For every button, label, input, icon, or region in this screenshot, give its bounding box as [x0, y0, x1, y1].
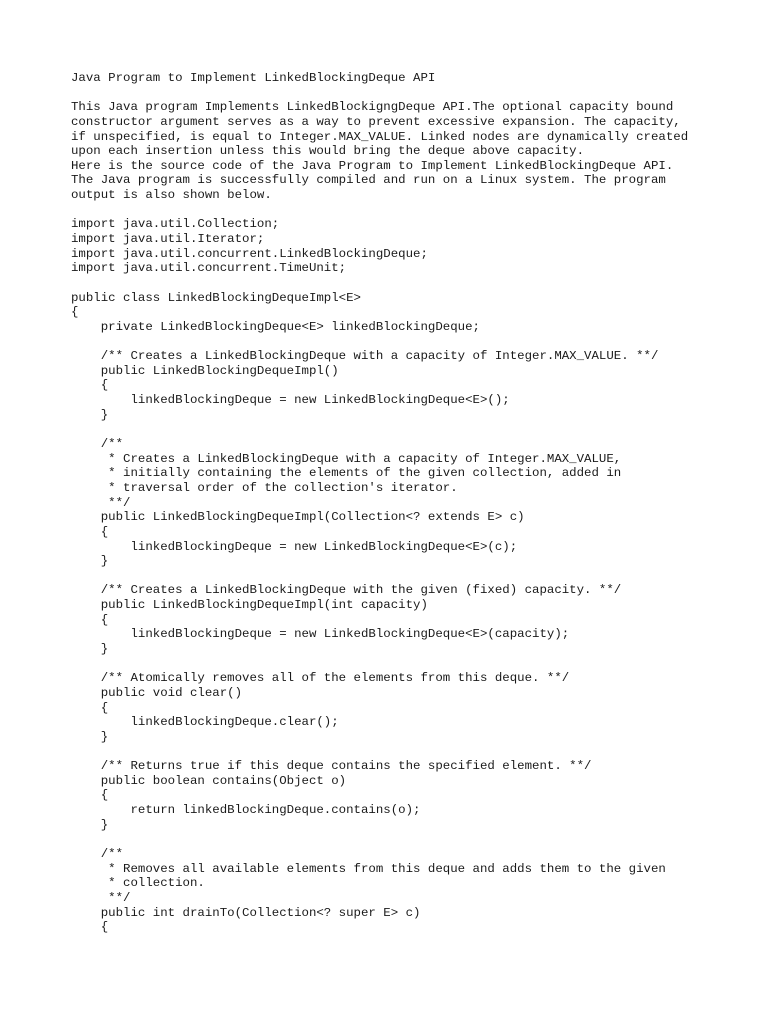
code-line: /**: [71, 846, 124, 861]
code-line: /** Returns true if this deque contains the specified element. **/: [71, 759, 592, 774]
code-line: /**: [71, 437, 124, 452]
code-line: {: [71, 788, 109, 803]
code-line: /** Creates a LinkedBlockingDeque with a capacity of Integer.MAX_VALUE. **/: [71, 349, 659, 364]
intro-line: if unspecified, is equal to Integer.MAX_VALUE. Linked nodes are dynamically created: [71, 129, 689, 144]
intro-paragraph: [71, 100, 688, 202]
code-line: import java.util.Collection;: [71, 217, 280, 232]
code-line: public boolean contains(Object o): [71, 773, 347, 788]
intro-line: Here is the source code of the Java Program to Implement LinkedBlockingDeque API.: [71, 158, 674, 173]
code-line: public LinkedBlockingDequeImpl(Collection<? extends E> c): [71, 510, 525, 525]
code-line: public LinkedBlockingDequeImpl(int capacity): [71, 598, 428, 613]
code-line: * Removes all available elements from this deque and adds them to the given: [71, 861, 666, 876]
code-line: import java.util.concurrent.LinkedBlockingDeque;: [71, 246, 428, 261]
code-line: /** Atomically removes all of the elements from this deque. **/: [71, 671, 570, 686]
code-line: public void clear(): [71, 685, 243, 700]
code-line: {: [71, 920, 109, 935]
intro-line: The Java program is successfully compiled and run on a Linux system. The program: [71, 173, 666, 188]
code-line: * traversal order of the collection's iterator.: [71, 480, 458, 495]
code-line: }: [71, 729, 109, 744]
code-line: **/: [71, 890, 131, 905]
code-line: linkedBlockingDeque.clear();: [71, 715, 339, 730]
code-line: {: [71, 524, 109, 539]
intro-line: upon each insertion unless this would bring the deque above capacity.: [71, 144, 585, 159]
code-line: * collection.: [71, 876, 205, 891]
document-text: [71, 71, 688, 935]
code-line: {: [71, 612, 109, 627]
code-line: }: [71, 641, 109, 656]
code-line: import java.util.Iterator;: [71, 232, 265, 247]
code-line: public LinkedBlockingDequeImpl(): [71, 363, 339, 378]
code-line: public class LinkedBlockingDequeImpl<E>: [71, 290, 361, 305]
code-line: private LinkedBlockingDeque<E> linkedBlockingDeque;: [71, 319, 480, 334]
code-line: }: [71, 554, 109, 569]
intro-line: This Java program Implements LinkedBlockigngDeque API.The optional capacity bound: [71, 100, 674, 115]
code-line: {: [71, 378, 109, 393]
code-line: **/: [71, 495, 131, 510]
intro-line: constructor argument serves as a way to prevent excessive expansion. The capacity,: [71, 114, 681, 129]
code-line: /** Creates a LinkedBlockingDeque with the given (fixed) capacity. **/: [71, 583, 622, 598]
code-line: * Creates a LinkedBlockingDeque with a capacity of Integer.MAX_VALUE,: [71, 451, 622, 466]
code-line: import java.util.concurrent.TimeUnit;: [71, 261, 347, 276]
code-line: {: [71, 305, 79, 320]
code-line: return linkedBlockingDeque.contains(o);: [71, 803, 421, 818]
code-listing: [71, 217, 666, 934]
code-line: linkedBlockingDeque = new LinkedBlockingDeque<E>(c);: [71, 539, 518, 554]
code-line: }: [71, 817, 109, 832]
page-title: Java Program to Implement LinkedBlockingDeque API: [71, 71, 436, 85]
code-line: * initially containing the elements of the given collection, added in: [71, 466, 622, 481]
intro-line: output is also shown below.: [71, 188, 272, 203]
code-line: public int drainTo(Collection<? super E> c): [71, 905, 421, 920]
code-line: linkedBlockingDeque = new LinkedBlockingDeque<E>();: [71, 393, 510, 408]
code-line: {: [71, 700, 109, 715]
code-line: }: [71, 407, 109, 422]
code-line: linkedBlockingDeque = new LinkedBlockingDeque<E>(capacity);: [71, 627, 570, 642]
